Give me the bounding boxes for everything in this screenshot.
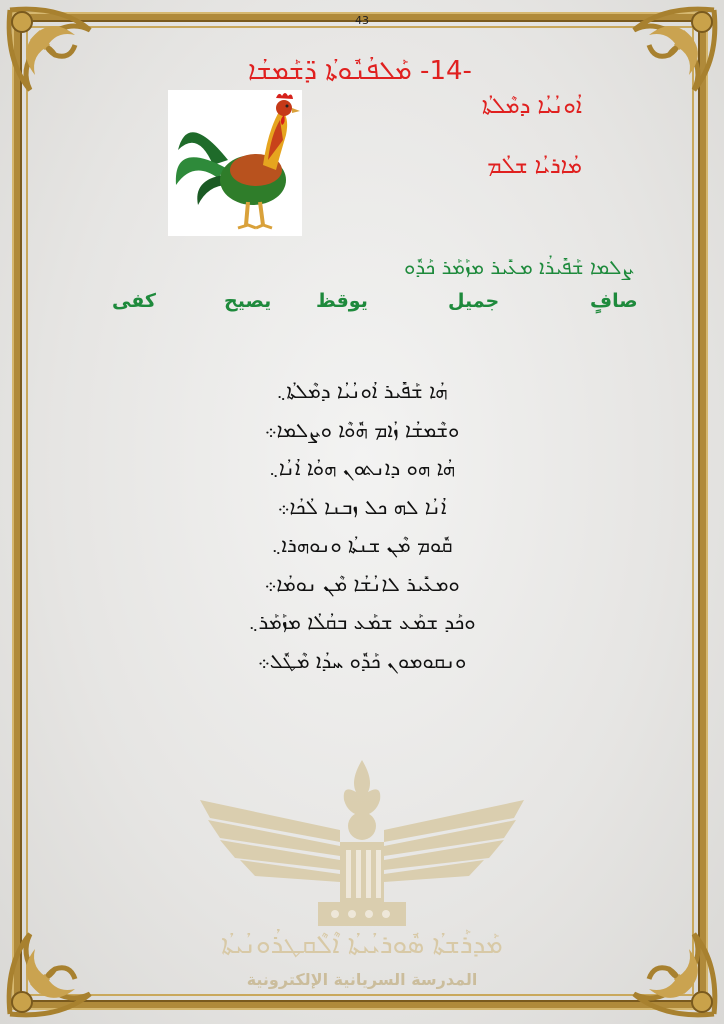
poem-line: ܘܫܶܡܫܳܐ ܙܳܐܡ ܗܽܘܶܐ ܘܨܠܡܐ܀ (264, 417, 460, 442)
arabic-translation: صافٍ (590, 290, 638, 312)
poem-line: ܘܡܥܺܝܪ ܠܐܢܳܫܳܐ ܡܶܢ ܢܘܡܳܐ܀ (264, 571, 460, 596)
rooster-icon (168, 90, 302, 236)
page-number: 43 (355, 14, 369, 27)
arabic-translation: جميل (448, 290, 500, 312)
poem-line: ܗܳܐ ܫܰܦܺܝܪ ܐܳܘܢܳܝܳܐ ܕܡܶܠܬܳܐ܆ (276, 379, 448, 403)
rooster-image (168, 90, 302, 236)
poem-line: ܐܳܢܳܐ ܠܗ ܟܠ ܙܒܢܐ ܠܳܟܳܐ܀ (277, 494, 447, 519)
arabic-translation: يوقظ (316, 290, 368, 312)
poem-line: ܗܳܐ ܗܘ ܕܐܢܬܘܢ ܗܘܳܐ ܐܳܢܳܐ܆ (268, 456, 456, 480)
poem-line: ܘܢܩܘܡܘܢ ܟܰܕܽܘ ܚܕܳܐ ܡܶܛܽܠ܀ (257, 648, 467, 673)
arabic-translation: يصيح (224, 290, 272, 312)
poem-line: ܘܟܰܕ ܫܡܰܥ ܫܡܰܥ ܒܩܳܠܳܐ ܡܙܰܡܰܪ܆ (248, 610, 476, 634)
lesson-title: -14- ܡܰܠܦܳܢܽܘܬܳܐ ܕ̈ܫܰܡܫܳܐ (248, 56, 472, 86)
school-name-arabic: المدرسة السريانية الإلكترونية (246, 970, 478, 989)
school-name-syriac: ܡܰܕܪܰܫܬܳܐ ܣܽܘܪܝܳܝܬܳܐ ܐܶܠܶܩܛܪܳܘܢܳܝܬܳܐ (221, 930, 503, 960)
poem-line: ܩܽܘܡ ܡܶܢ ܫܢܬܳܐ ܘܢܘܗܪܐ܆ (271, 533, 453, 557)
vocab-word: ܡܳܐܪܝܳܐ ܫܠܳܡ (487, 154, 582, 179)
poem (0, 372, 724, 680)
arabic-translation: كفى (112, 290, 156, 312)
syriac-vocab-line: ܨܠܡܐ ܫܰܦܺܝܪܳܐ ܡܥܺܝܪ ܡܙܰܡܰܪ ܟܰܕܽܘ (404, 255, 634, 279)
vocab-word: ܐܳܘܢܳܝܳܐ ܕܡܶܠܬܳܐ (481, 94, 582, 119)
winged-emblem-watermark-icon (190, 760, 534, 930)
